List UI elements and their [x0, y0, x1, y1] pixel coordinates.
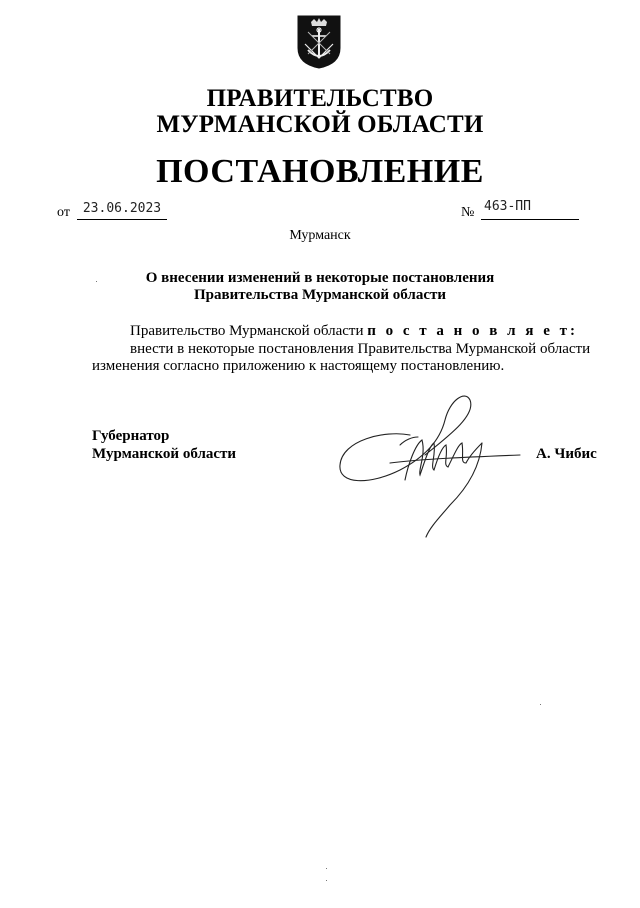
- date-label: от: [57, 205, 70, 220]
- scan-speck: [326, 868, 327, 869]
- signer-title-line2: Мурманской области: [92, 445, 237, 462]
- signer-name: А. Чибис: [536, 446, 597, 462]
- subject-line1: О внесении изменений в некоторые постановления: [145, 270, 495, 286]
- body-intro: Правительство Мурманской области: [130, 323, 368, 339]
- decree-word: п о с т а н о в л я е т:: [367, 323, 578, 339]
- number-field: [481, 198, 579, 220]
- coat-of-arms-icon: [296, 14, 342, 70]
- government-line1: ПРАВИТЕЛЬСТВО: [206, 85, 434, 112]
- subject-line2: Правительства Мурманской области: [193, 287, 447, 303]
- scan-speck: [540, 704, 541, 705]
- number-label: №: [461, 205, 475, 220]
- signer-title-line1: Губернатор: [92, 428, 170, 444]
- document-body: [92, 323, 612, 376]
- city: Мурманск: [289, 228, 351, 243]
- government-title: [0, 86, 640, 138]
- body-intro-line: [92, 323, 612, 341]
- number-value: 463-ПП: [484, 199, 531, 214]
- government-line2: МУРМАНСКОЙ ОБЛАСТИ: [156, 111, 484, 138]
- document-type: ПОСТАНОВЛЕНИЕ: [156, 153, 484, 190]
- date-field: 23.06.2023: [77, 200, 167, 220]
- handwritten-signature-icon: [330, 385, 530, 545]
- scan-speck: [326, 880, 327, 881]
- document-subject: [0, 270, 640, 304]
- body-text: внести в некоторые постановления Правительства Мурманской области изменения согласно приложению к настоящему постановлению.: [92, 340, 591, 374]
- signer-title: [92, 428, 236, 463]
